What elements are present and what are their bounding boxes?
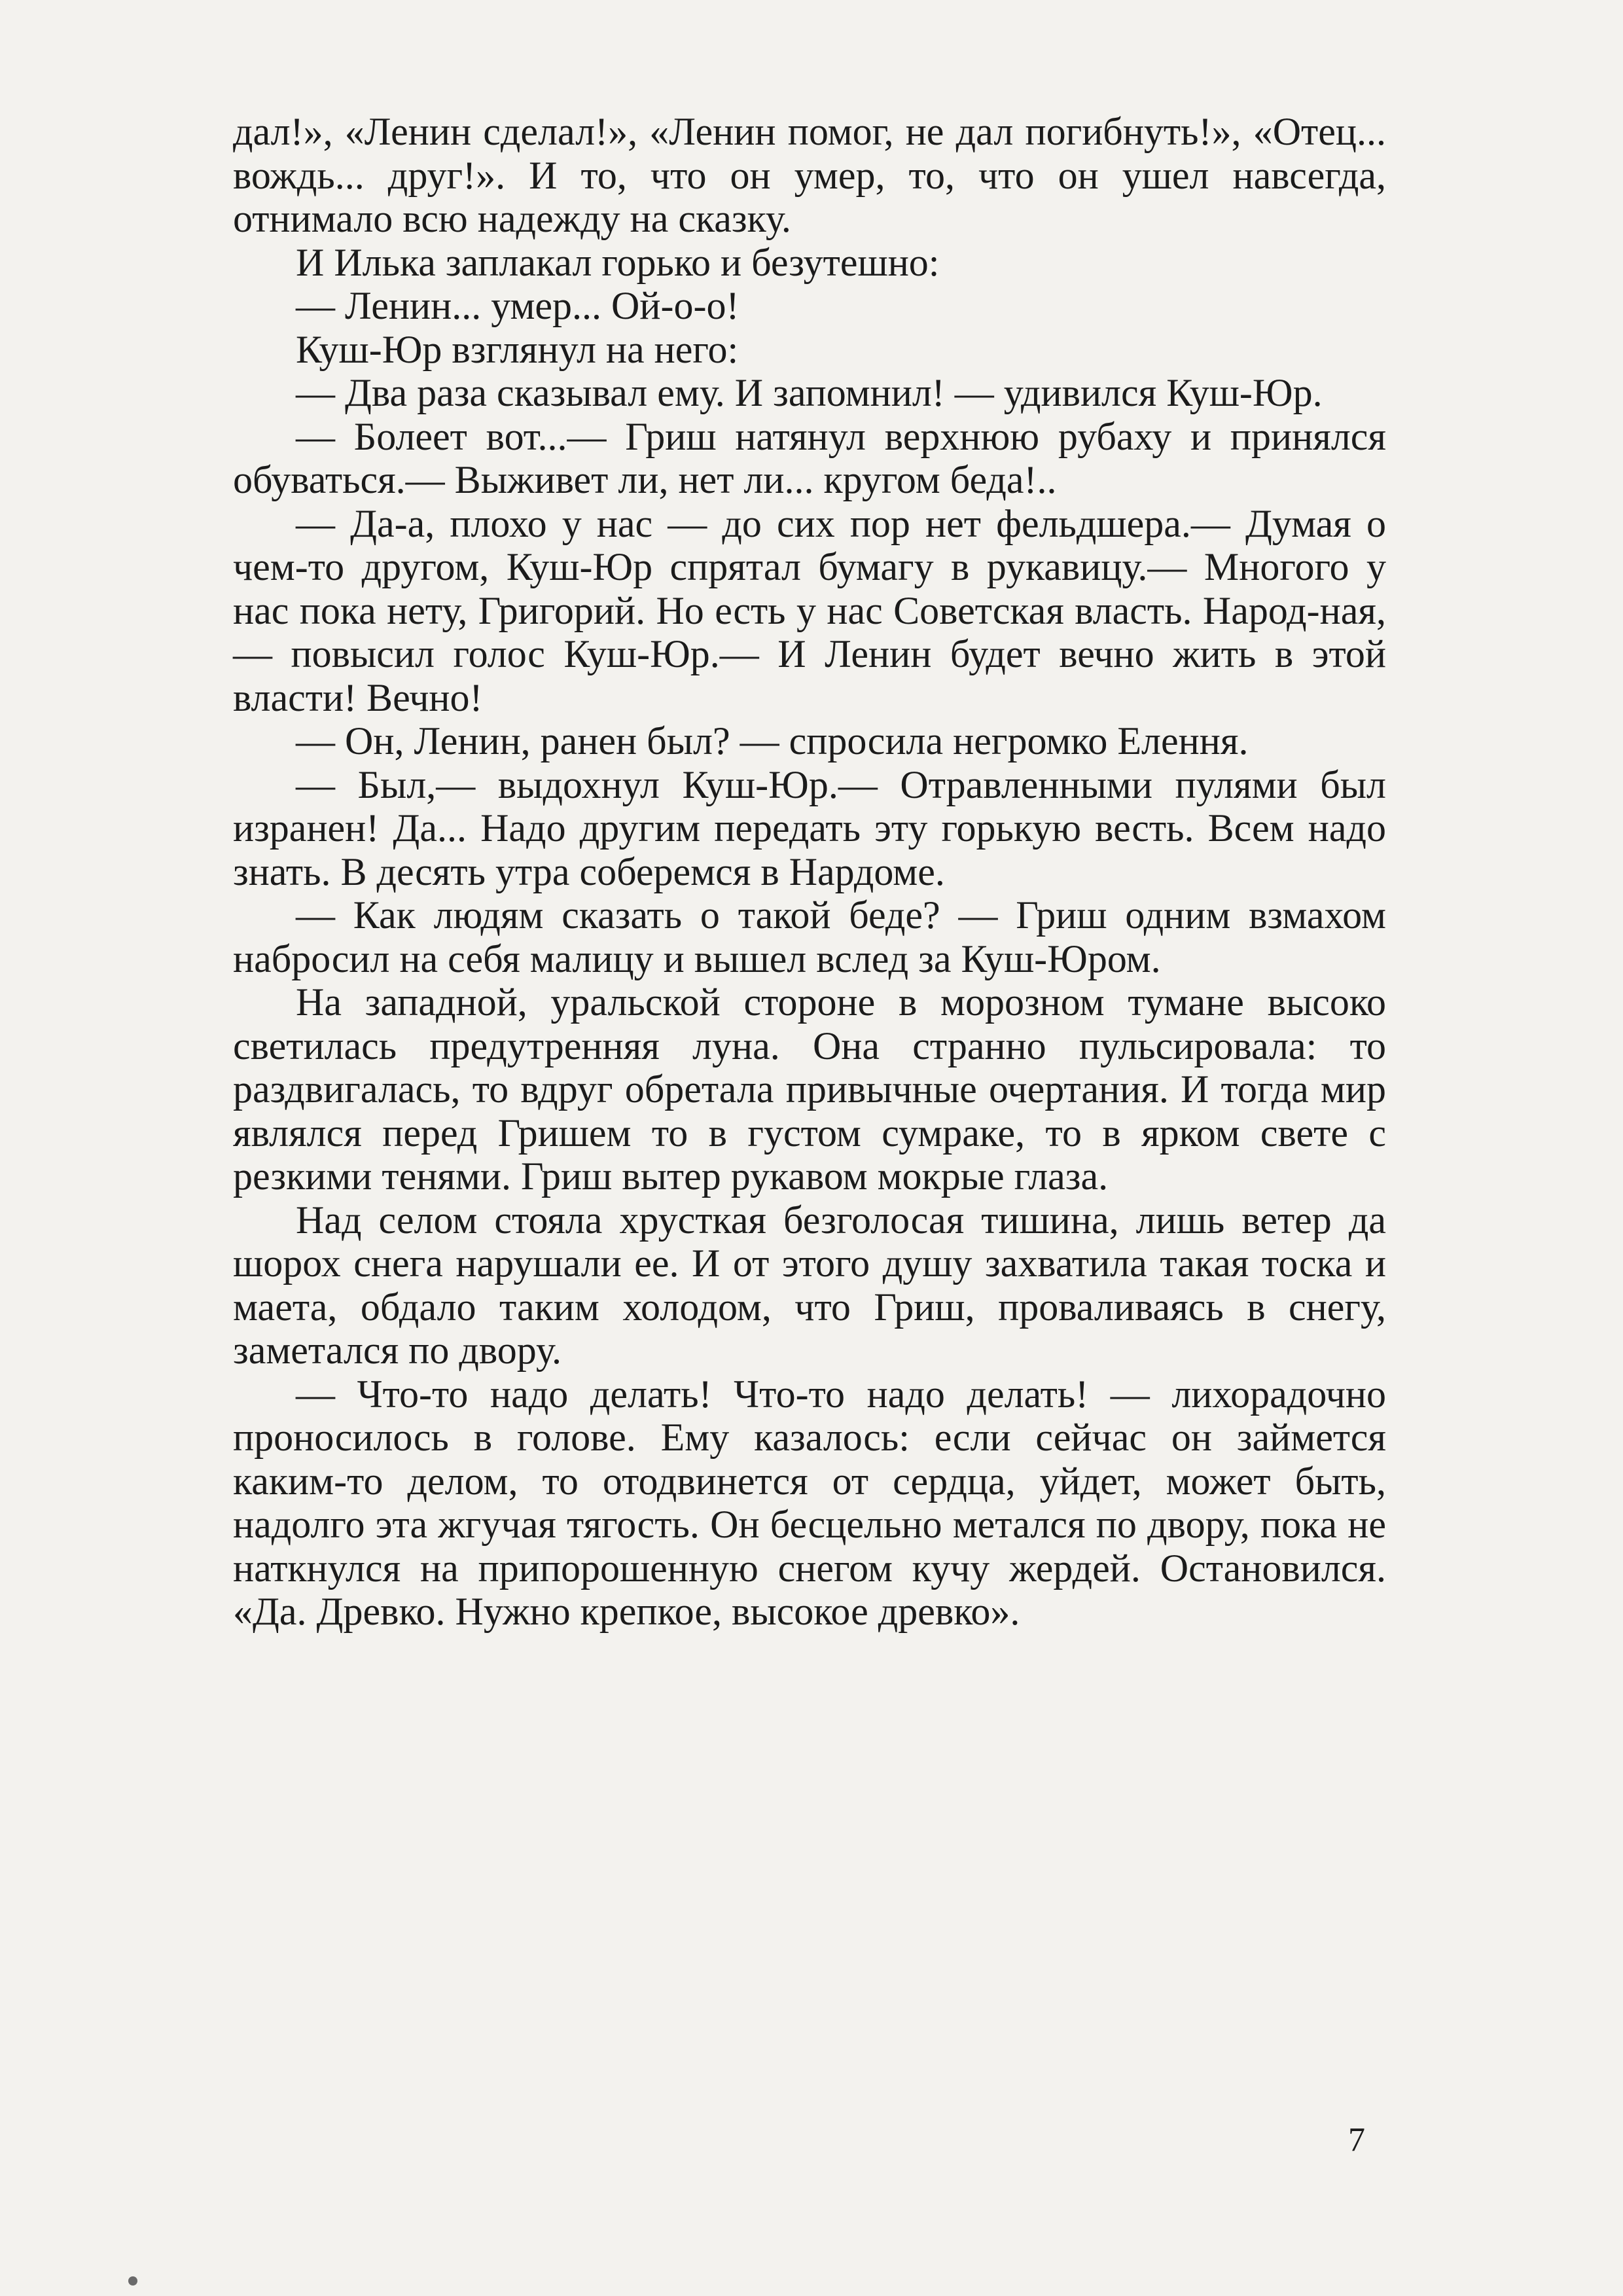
paragraph: — Был,— выдохнул Куш-Юр.— Отравленными пулями был изранен! Да... Надо другим передать эту горькую весть. Всем надо знать. В десять утра соберемся в Нардоме. — [233, 762, 1386, 893]
page-number: 7 — [1348, 2121, 1365, 2159]
paragraph: — Что-то надо делать! Что-то надо делать! — лихорадочно проносилось в голове. Ему казалось: если сейчас он займется каким-то делом, то отодвинется от сердца, уйдет, может быть, надолго эта жгучая тягость. Он бесцельно метался по двору, пока не наткнулся на припорошенную снегом кучу жердей. Остановился. «Да. Древко. Нужно крепкое, высокое древко». — [233, 1372, 1386, 1633]
paragraph: Над селом стояла хрусткая безголосая тишина, лишь ветер да шорох снега нарушали ее. И от этого душу захватила такая тоска и маета, обдало таким холодом, что Гриш, проваливаясь в снегу, заметался по двору. — [233, 1198, 1386, 1372]
scan-speck — [128, 2276, 137, 2286]
paragraph: Куш-Юр взглянул на него: — [296, 327, 739, 371]
paragraph: — Два раза сказывал ему. И запомнил! — удивился Куш-Юр. — [296, 371, 1323, 414]
paragraph: дал!», «Ленин сделал!», «Ленин помог, не дал погибнуть!», «Отец... вождь... друг!». И то, что он умер, то, что он ушел навсегда, отнимало всю надежду на сказку. — [233, 110, 1386, 240]
paragraph: — Ленин... умер... Ой-о-о! — [296, 284, 740, 327]
paragraph: — Он, Ленин, ранен был? — спросила негромко Елення. — [296, 719, 1249, 762]
paragraph: — Да-а, плохо у нас — до сих пор нет фельдшера.— Думая о чем-то другом, Куш-Юр спрятал бумагу в рукавицу.— Многого у нас пока нету, Григорий. Но есть у нас Советская власть. Народ-ная,— повысил голос Куш-Юр.— И Ленин будет вечно жить в этой власти! Вечно! — [233, 501, 1386, 719]
paragraph: На западной, уральской стороне в морозном тумане высоко светилась предутренняя луна. Она странно пульсировала: то раздвигалась, то вдруг обретала привычные очертания. И тогда мир являлся перед Гришем то в густом сумраке, то в ярком свете с резкими тенями. Гриш вытер рукавом мокрые глаза. — [233, 980, 1386, 1198]
body-text — [233, 110, 1386, 1634]
paragraph: — Как людям сказать о такой беде? — Гриш одним взмахом набросил на себя малицу и вышел вслед за Куш-Юром. — [233, 893, 1386, 980]
paragraph: — Болеет вот...— Гриш натянул верхнюю рубаху и принялся обуваться.— Выживет ли, нет ли... кругом беда!.. — [233, 414, 1386, 501]
paragraph: И Илька заплакал горько и безутешно: — [296, 240, 940, 284]
